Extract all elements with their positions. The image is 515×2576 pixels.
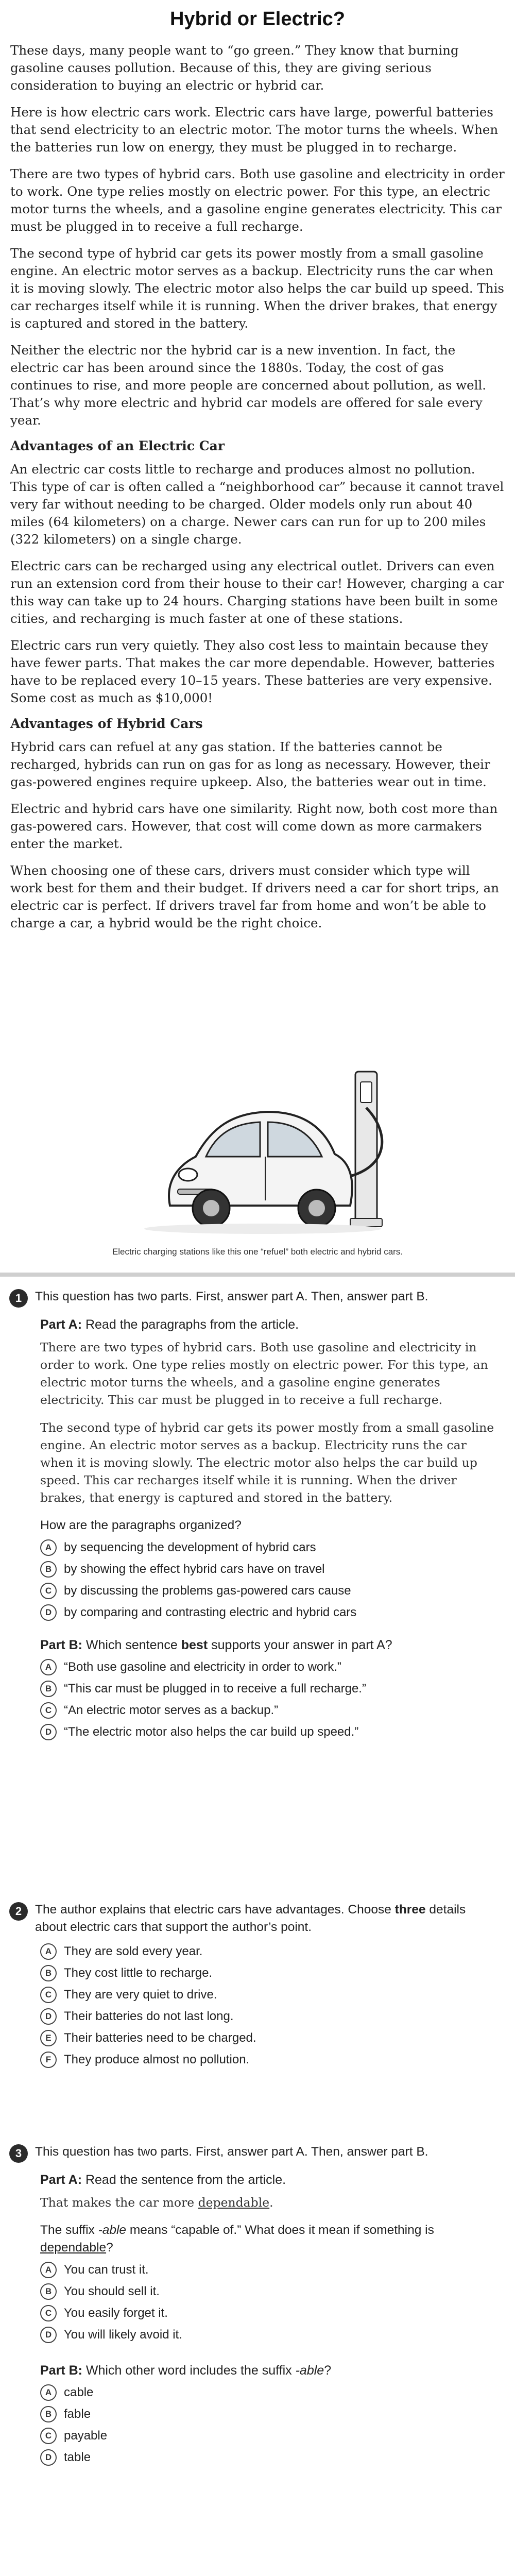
article-paragraph: Hybrid cars can refuel at any gas station. If the batteries cannot be recharged, hybrids can run on gas for as long as necessary. However, their gas-powered engines require upkeep. Also, the batteries wear out in time. — [10, 739, 490, 789]
article-paragraph: There are two types of hybrid cars. Both use gasoline and electricity in order to work. One type relies mostly on electric power. For this type, an electric motor turns the wheels, and a gasoline engine generates electricity. This car must be plugged in to receive a full recharge. — [10, 166, 505, 234]
question-prompt: This question has two parts. First, answer part A. Then, answer part B. — [35, 2145, 428, 2159]
answer-option[interactable]: D You will likely avoid it. — [40, 2327, 515, 2343]
article-paragraph: When choosing one of these cars, drivers must consider which type will work best for them and their budget. If drivers need a car for short trips, an electric car is perfect. If drivers travel far from home and won’t be able to charge a car, a hybrid would be the right choice. — [10, 863, 500, 930]
article-paragraph: Here is how electric cars work. Electric cars have large, powerful batteries that send electricity to an electric motor. The motor turns the wheels. When the batteries run low on energy, they must be plugged in to recharge. — [10, 105, 499, 155]
question-stem: The suffix -able means “capable of.” What does it mean if something is dependable? — [40, 2223, 434, 2255]
article-paragraph: An electric car costs little to recharge and produces almost no pollution. This type of car is often called a “neighborhood car” because it cannot travel very far without needing to be charged. Older models only run about 40 miles (64 kilometers) on a charge. Newer cars can run for up to 200 miles (322 kilometers) on a single charge. — [10, 462, 504, 547]
quoted-passage: The second type of hybrid car gets its power mostly from a small gasoline engine. An electric motor serves as a backup. Electricity runs the car when it is moving slowly. The electric motor also helps the car build up speed. This car recharges itself while it is running. When the driver brakes, that energy is captured and stored in the battery. — [40, 1420, 494, 1505]
answer-option[interactable]: B by showing the effect hybrid cars have on travel — [40, 1561, 515, 1578]
answer-options-part-a — [40, 1539, 515, 1621]
answer-option[interactable]: D table — [40, 2449, 515, 2466]
answer-option[interactable]: A They are sold every year. — [40, 1943, 515, 1960]
answer-option[interactable]: C payable — [40, 2428, 515, 2444]
answer-option[interactable]: C You easily forget it. — [40, 2305, 515, 2321]
question-2 — [0, 1901, 515, 2073]
car-icon — [0, 1051, 515, 1247]
part-b-instruction: Part B: Which other word includes the suffix -able? — [40, 2363, 332, 2378]
answer-option[interactable]: D Their batteries do not last long. — [40, 2008, 515, 2025]
answer-option[interactable]: B They cost little to recharge. — [40, 1965, 515, 1981]
answer-option[interactable]: B You should sell it. — [40, 2283, 515, 2300]
answer-option[interactable]: C They are very quiet to drive. — [40, 1987, 515, 2003]
car-charging-illustration — [0, 1051, 515, 1273]
question-number: 1 — [9, 1289, 28, 1308]
answer-option[interactable]: C by discussing the problems gas-powered cars cause — [40, 1583, 515, 1599]
question-prompt: The author explains that electric cars have advantages. Choose three details about electric cars that support the author’s point. — [35, 1903, 466, 1934]
page-title: Hybrid or Electric? — [170, 8, 345, 30]
answer-options-part-a — [40, 2262, 515, 2343]
answer-option[interactable]: F They produce almost no pollution. — [40, 2052, 515, 2068]
section-heading-electric: Advantages of an Electric Car — [10, 438, 225, 453]
article-paragraph: Electric cars can be recharged using any electrical outlet. Drivers can even run an extension cord from their house to their car! However, charging a car this way can take up to 24 hours. Charging stations have been built in some cities, and recharging is much faster at one of these stations. — [10, 558, 504, 626]
part-a-instruction: Part A: Read the paragraphs from the article. — [40, 1317, 299, 1332]
answer-options-part-b — [40, 2384, 515, 2466]
article — [10, 0, 505, 941]
article-paragraph: Electric and hybrid cars have one similarity. Right now, both cost more than gas-powered cars. However, that cost will come down as more carmakers enter the market. — [10, 801, 498, 851]
part-a-instruction: Part A: Read the sentence from the article. — [40, 2173, 286, 2187]
answer-options — [40, 1943, 515, 2068]
question-1 — [0, 1288, 515, 1745]
article-paragraph: The second type of hybrid car gets its power mostly from a small gasoline engine. An electric motor serves as a backup. Electricity runs the car when it is moving slowly. The electric motor also helps the car build up speed. This car recharges itself while it is running. When the driver brakes, that energy is captured and stored in the battery. — [10, 246, 504, 331]
answer-option[interactable]: A You can trust it. — [40, 2262, 515, 2278]
figure-caption: Electric charging stations like this one “refuel” both electric and hybrid cars. — [112, 1247, 403, 1257]
answer-option[interactable]: B fable — [40, 2406, 515, 2422]
article-paragraph: These days, many people want to “go green.” They know that burning gasoline causes pollution. Because of this, they are giving serious consideration to buying an electric or hybrid car. — [10, 43, 459, 93]
answer-option[interactable]: E Their batteries need to be charged. — [40, 2030, 515, 2046]
answer-option[interactable]: A cable — [40, 2384, 515, 2401]
section-divider — [0, 1273, 515, 1277]
answer-option[interactable]: B “This car must be plugged in to receive a full recharge.” — [40, 1681, 515, 1697]
article-paragraph: Electric cars run very quietly. They also cost less to maintain because they have fewer parts. That makes the car more dependable. However, batteries have to be replaced every 10–15 years. These batteries are very expensive. Some cost as much as $10,000! — [10, 638, 495, 705]
answer-option[interactable]: A by sequencing the development of hybrid cars — [40, 1539, 515, 1556]
question-number: 2 — [9, 1902, 28, 1921]
section-heading-hybrid: Advantages of Hybrid Cars — [10, 716, 203, 731]
quoted-sentence: That makes the car more dependable. — [40, 2195, 273, 2210]
quoted-passage: There are two types of hybrid cars. Both use gasoline and electricity in order to work. One type relies mostly on electric power. For this type, an electric motor turns the wheels, and a gasoline engine generates electricity. This car must be plugged in to receive a full recharge. — [40, 1340, 488, 1407]
question-number: 3 — [9, 2144, 28, 2163]
answer-option[interactable]: C “An electric motor serves as a backup.” — [40, 1702, 515, 1719]
question-stem: How are the paragraphs organized? — [40, 1518, 242, 1532]
answer-option[interactable]: D by comparing and contrasting electric and hybrid cars — [40, 1604, 515, 1621]
question-3 — [0, 2143, 515, 2471]
answer-option[interactable]: D “The electric motor also helps the car build up speed.” — [40, 1724, 515, 1740]
article-paragraph: Neither the electric nor the hybrid car is a new invention. In fact, the electric car has been around since the 1880s. Today, the cost of gas continues to rise, and more people are concerned about pollution, as well. That’s why more electric and hybrid car models are offered for sale every year. — [10, 343, 487, 428]
answer-option[interactable]: A “Both use gasoline and electricity in order to work.” — [40, 1659, 515, 1675]
question-prompt: This question has two parts. First, answer part A. Then, answer part B. — [35, 1290, 428, 1303]
answer-options-part-b — [40, 1659, 515, 1740]
part-b-instruction: Part B: Which sentence best supports your answer in part A? — [40, 1638, 392, 1652]
